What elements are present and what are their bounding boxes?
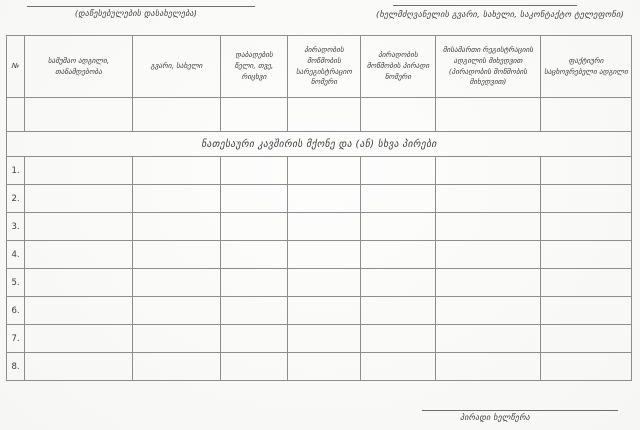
- table-row: [7, 185, 632, 213]
- empty-cell: [436, 241, 541, 269]
- empty-cell: [25, 297, 133, 325]
- empty-cell: [361, 241, 436, 269]
- row-number-cell: 8.: [7, 353, 25, 381]
- empty-cell: [25, 269, 133, 297]
- row-number-cell: 7.: [7, 325, 25, 353]
- empty-cell: [288, 353, 361, 381]
- empty-cell: [541, 297, 632, 325]
- table-row: [7, 157, 632, 185]
- empty-cell: [133, 241, 221, 269]
- row-number-cell: 3.: [7, 213, 25, 241]
- empty-cell: [133, 353, 221, 381]
- column-header-id-personal-number: პირადობის მოწმობის პირადი ნომერი: [361, 36, 436, 98]
- column-header-number: №: [7, 36, 25, 98]
- empty-cell: [25, 185, 133, 213]
- table-header-row: [7, 36, 632, 98]
- empty-cell: [288, 213, 361, 241]
- empty-cell: [541, 157, 632, 185]
- empty-cell: [541, 241, 632, 269]
- empty-cell: [361, 353, 436, 381]
- empty-header-cell: [288, 98, 361, 132]
- empty-cell: [221, 185, 288, 213]
- empty-cell: [221, 353, 288, 381]
- signature-blank-line: [422, 410, 618, 411]
- empty-cell: [361, 297, 436, 325]
- empty-header-cell: [541, 98, 632, 132]
- row-number-cell: 4.: [7, 241, 25, 269]
- empty-cell: [361, 157, 436, 185]
- empty-header-cell: [7, 98, 25, 132]
- empty-cell: [25, 241, 133, 269]
- empty-cell: [288, 241, 361, 269]
- empty-header-cell: [361, 98, 436, 132]
- empty-cell: [221, 241, 288, 269]
- section-banner-row: [7, 132, 632, 157]
- empty-cell: [288, 185, 361, 213]
- row-number-cell: 2.: [7, 185, 25, 213]
- column-header-surname-name: გვარი, სახელი: [133, 36, 221, 98]
- empty-cell: [436, 353, 541, 381]
- table-row: [7, 269, 632, 297]
- empty-header-cell: [436, 98, 541, 132]
- table-row: [7, 213, 632, 241]
- empty-cell: [288, 269, 361, 297]
- empty-cell: [221, 213, 288, 241]
- empty-header-row: [7, 98, 632, 132]
- table-row: [7, 297, 632, 325]
- row-number-cell: 5.: [7, 269, 25, 297]
- empty-cell: [133, 297, 221, 325]
- empty-cell: [221, 325, 288, 353]
- empty-cell: [25, 353, 133, 381]
- empty-header-cell: [221, 98, 288, 132]
- empty-cell: [361, 269, 436, 297]
- empty-header-cell: [25, 98, 133, 132]
- signature-caption: პირადი ხელწერა: [459, 413, 531, 422]
- empty-cell: [133, 325, 221, 353]
- empty-cell: [541, 269, 632, 297]
- empty-cell: [436, 325, 541, 353]
- empty-cell: [541, 325, 632, 353]
- column-header-registration-address: მისამართი რეგისტრაციის ადგილის მიხედვით (პირადობის მოწმობის მიხედვით): [436, 36, 541, 98]
- empty-cell: [541, 353, 632, 381]
- column-header-id-registration-number: პირადობის მოწმობის სარეგისტრაციო ნომერი: [288, 36, 361, 98]
- row-number-cell: 1.: [7, 157, 25, 185]
- empty-cell: [25, 213, 133, 241]
- empty-cell: [25, 325, 133, 353]
- empty-cell: [541, 185, 632, 213]
- table-row: [7, 241, 632, 269]
- institution-name-caption: (დაწესებულების დასახელება): [74, 9, 198, 18]
- empty-cell: [436, 157, 541, 185]
- empty-cell: [288, 325, 361, 353]
- empty-cell: [25, 157, 133, 185]
- empty-cell: [221, 269, 288, 297]
- table-row: [7, 325, 632, 353]
- section-banner: ნათესაური კავშირის მქონე და (ან) სხვა პირები: [7, 132, 632, 157]
- manager-name-blank-line: [393, 5, 577, 6]
- empty-cell: [221, 297, 288, 325]
- empty-cell: [361, 185, 436, 213]
- empty-header-cell: [133, 98, 221, 132]
- empty-cell: [133, 213, 221, 241]
- row-number-cell: 6.: [7, 297, 25, 325]
- column-header-actual-address: ფაქტიური საცხოვრებელი ადგილი: [541, 36, 632, 98]
- empty-cell: [541, 213, 632, 241]
- empty-cell: [133, 157, 221, 185]
- empty-cell: [288, 297, 361, 325]
- column-header-workplace-position: სამუშაო ადგილი, თანამდებობა: [25, 36, 133, 98]
- empty-cell: [436, 213, 541, 241]
- empty-cell: [361, 325, 436, 353]
- persons-table: [6, 35, 632, 381]
- empty-cell: [133, 185, 221, 213]
- empty-cell: [436, 297, 541, 325]
- empty-cell: [436, 185, 541, 213]
- empty-cell: [436, 269, 541, 297]
- empty-cell: [288, 157, 361, 185]
- empty-cell: [133, 269, 221, 297]
- institution-name-blank-line: [27, 6, 255, 7]
- empty-cell: [221, 157, 288, 185]
- column-header-birthdate: დაბადების წელი, თვე, რიცხვი: [221, 36, 288, 98]
- table-row: [7, 353, 632, 381]
- empty-cell: [361, 213, 436, 241]
- manager-name-caption: (ხელმძღვანელის გვარი, სახელი, საკონტაქტო ტელეფონი): [376, 9, 624, 19]
